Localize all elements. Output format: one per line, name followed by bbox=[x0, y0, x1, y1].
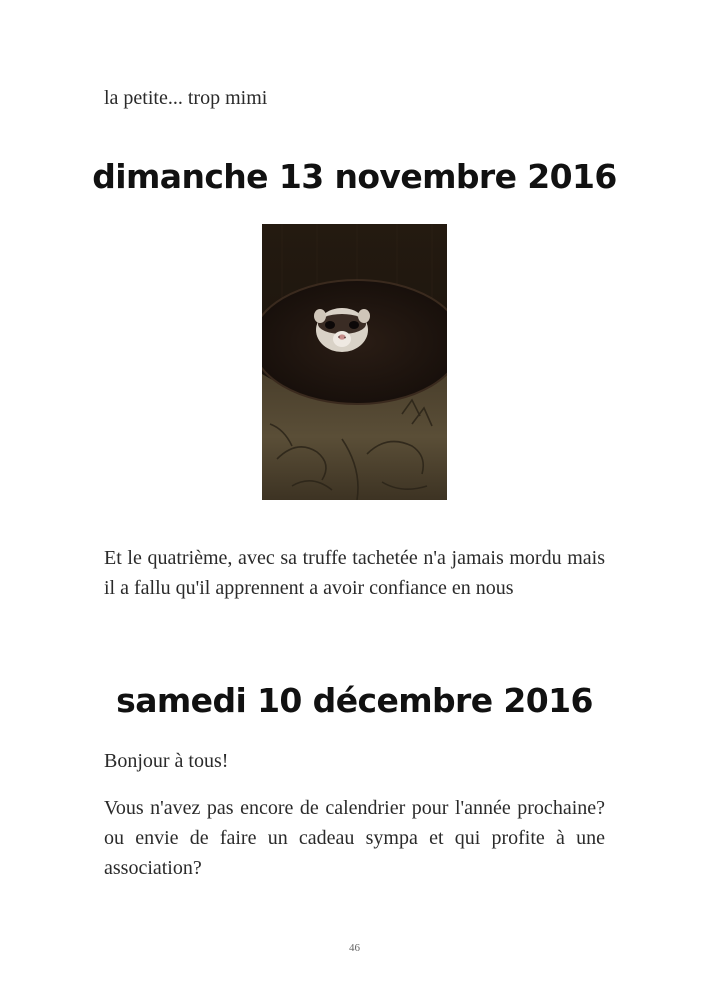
post-body-text-2: Vous n'avez pas encore de calendrier pour l'année prochaine? ou envie de faire un cadeau sympa et qui profite à une association? bbox=[104, 797, 605, 879]
ferret-photo bbox=[262, 224, 447, 500]
post-body-text: Et le quatrième, avec sa truffe tachetée n'a jamais mordu mais il a fallu qu'il apprennent a avoir confiance en nous bbox=[104, 547, 605, 599]
post-greeting: Bonjour à tous! bbox=[104, 750, 229, 772]
intro-line: la petite... trop mimi bbox=[104, 87, 268, 109]
ferret-photo-drawing bbox=[262, 224, 447, 500]
post-date-heading: dimanche 13 novembre 2016 bbox=[92, 157, 617, 196]
page-number: 46 bbox=[349, 942, 360, 954]
post-date-heading-2: samedi 10 décembre 2016 bbox=[116, 681, 593, 720]
